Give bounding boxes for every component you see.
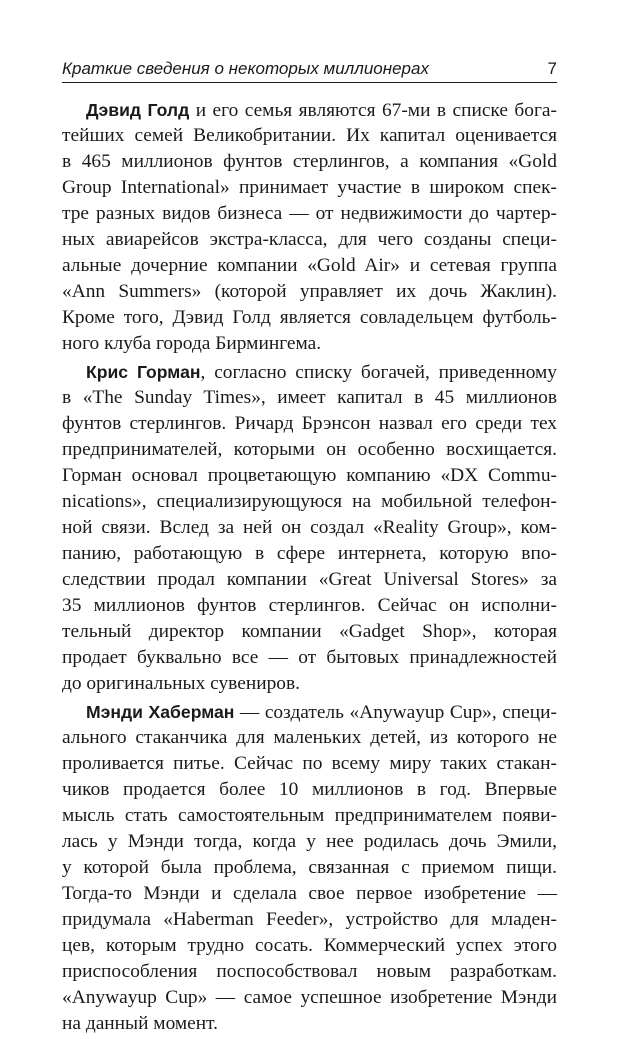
text-line: ного клуба города Бирмингема. [62,333,322,354]
text-line: в «The Sunday Times», имеет капитал в 45 миллионов [62,387,557,408]
text-line: ной связи. Вслед за ней он создал «Reality Group», ком- [62,517,557,538]
person-name: Крис Горман [86,362,201,382]
text-line: у которой была проблема, связанная с приемом пищи. [62,857,557,878]
text-line: альные дочерние компании «Gold Air» и сетевая группа [62,255,557,276]
text-line: приспособления поспособствовал новым разработкам. [62,961,557,982]
person-name: Мэнди Хаберман [86,702,235,722]
text-line: тейших семей Великобритании. Их капитал оценивается [62,125,557,146]
text-line: Тогда-то Мэнди и сделала свое первое изобретение — [62,883,557,904]
text-line: продает буквально все — от бытовых принадлежностей [62,647,557,668]
text-line: фунтов стерлингов. Ричард Брэнсон назвал его среди тех [62,413,557,434]
text-line: чиков продается более 10 миллионов в год. Впервые [62,779,557,800]
text-line: 35 миллионов фунтов стерлингов. Сейчас он исполни- [62,595,557,616]
text-line: Мэнди Хаберман — создатель «Anywayup Cup», специ- [86,702,557,723]
running-header-title: Краткие сведения о некоторых миллионерах [62,59,429,78]
text-line: Горман основал процветающую компанию «DX Commu- [62,465,557,486]
text-line: тре разных видов бизнеса — от недвижимости до чартер- [62,203,557,224]
text-line: ных авиарейсов экстра-класса, для чего созданы специ- [62,229,557,250]
text-line: следствии продал компании «Great Universal Stores» за [62,569,557,590]
text-line: проливается питье. Сейчас по всему миру таких стакан- [62,753,557,774]
text-line: nications», специализирующуюся на мобильной телефон- [62,491,557,512]
paragraph-mandy-haberman [62,699,557,1037]
text-line: Кроме того, Дэвид Голд является совладельцем футболь- [62,307,557,328]
text-line: тельный директор компании «Gadget Shop», которая [62,621,557,642]
text-line: предпринимателей, которыми он особенно восхищается. [62,439,557,460]
person-name: Дэвид Голд [86,100,190,120]
text-line: цев, которым трудно сосать. Коммерческий успех этого [62,935,557,956]
text-line: лась у Мэнди тогда, когда у нее родилась дочь Эмили, [62,831,557,852]
paragraph-chris-gorman [62,359,557,697]
text-line: на данный момент. [62,1013,219,1034]
text-line: в 465 миллионов фунтов стерлингов, а компания «Gold [62,151,557,172]
page-body [62,97,557,1039]
paragraph-david-gold [62,97,557,357]
text-line: мысль стать самостоятельным предпринимателем появи- [62,805,557,826]
text-line: ального стаканчика для маленьких детей, из которого не [62,727,557,748]
text-line: до оригинальных сувениров. [62,673,300,694]
text-line: придумала «Haberman Feeder», устройство для младен- [62,909,557,930]
text-line: Group International» принимает участие в широком спек- [62,177,557,198]
header-divider [62,82,557,83]
page-number: 7 [547,59,557,78]
text-line: «Anywayup Cup» — самое успешное изобретение Мэнди [62,987,557,1008]
text-line: Крис Горман, согласно списку богачей, приведенному [86,362,557,383]
text-line: панию, работающую в сфере интернета, которую впо- [62,543,557,564]
text-line: Дэвид Голд и его семья являются 67-ми в списке бога- [86,100,557,121]
running-header [62,57,557,81]
text-line: «Ann Summers» (которой управляет их дочь Жаклин). [62,281,557,302]
